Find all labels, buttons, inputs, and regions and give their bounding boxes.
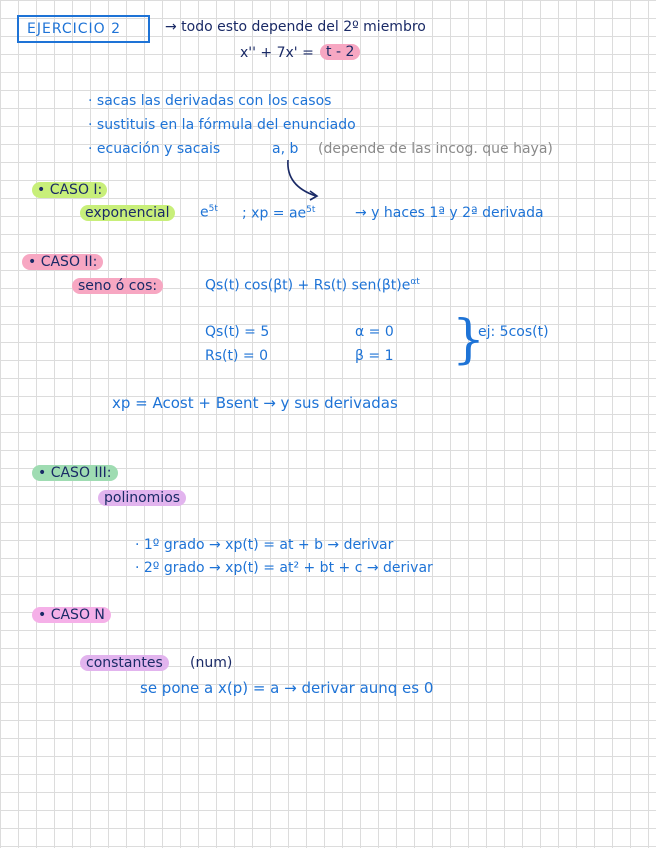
- step-3-unknowns: a, b: [272, 141, 299, 157]
- caso1-xp: ; xp = $ae^{5t}$: [242, 205, 316, 222]
- equation-right: t - 2: [320, 44, 360, 60]
- casoN-label: constantes: [80, 655, 169, 671]
- exercise-title: EJERCICIO 2: [27, 21, 122, 37]
- caso2-beta: β = 1: [355, 348, 394, 364]
- caso2-label: seno ó cos:: [72, 278, 163, 294]
- step-3: · ecuación y sacais: [88, 141, 221, 157]
- caso3-line2: · 2º grado → xp(t) = at² + bt + c → derivar: [135, 560, 433, 576]
- casoN-label-extra: (num): [190, 655, 233, 671]
- step-1: · sacas las derivadas con los casos: [88, 93, 332, 109]
- header-note: → todo esto depende del 2º miembro: [165, 19, 426, 35]
- caso1-tail: → y haces 1ª y 2ª derivada: [355, 205, 544, 221]
- caso3-line1: · 1º grado → xp(t) = at + b → derivar: [135, 537, 394, 553]
- equation-left: x'' + 7x' =: [240, 45, 314, 61]
- casoN-title: • CASO N: [32, 607, 111, 623]
- caso2-formula: Qs(t) cos(βt) + Rs(t) $sen(\beta t)e^{\alpha t}$: [205, 277, 420, 294]
- caso1-label: exponencial: [80, 205, 175, 221]
- caso2-alpha: α = 0: [355, 324, 394, 340]
- caso2-title: • CASO II:: [22, 254, 103, 270]
- caso3-title: • CASO III:: [32, 465, 118, 481]
- step-2: · sustituis en la fórmula del enunciado: [88, 117, 356, 133]
- casoN-line: se pone a x(p) = a → derivar aunq es 0: [140, 679, 434, 697]
- caso2-example: ej: 5cos(t): [478, 324, 549, 340]
- caso1-title: • CASO I:: [32, 182, 107, 198]
- caso2-r: Rs(t) = 0: [205, 348, 268, 364]
- caso2-q: Qs(t) = 5: [205, 324, 270, 340]
- brace-icon: }: [452, 310, 486, 370]
- caso3-label: polinomios: [98, 490, 186, 506]
- caso1-expr: $e^{5t}$: [200, 204, 218, 221]
- curved-arrow-icon: [280, 158, 330, 203]
- step-3-note: (depende de las incog. que haya): [318, 141, 553, 157]
- caso2-xp: xp = Acost + Bsent → y sus derivadas: [112, 394, 398, 412]
